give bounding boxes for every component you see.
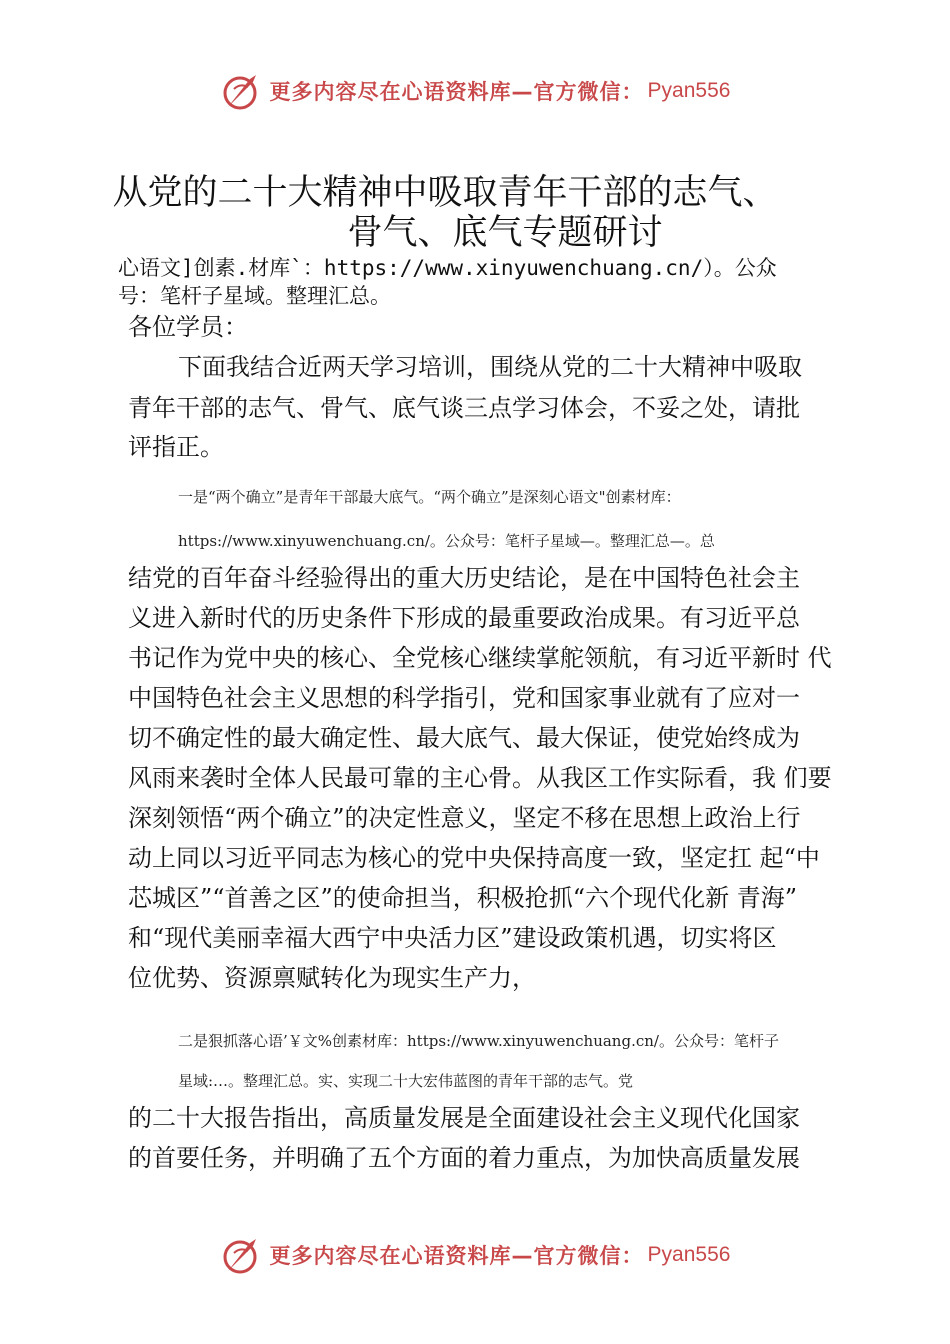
section1-body-line: 切不确定性的最大确定性、最大底气、最大保证，使党始终成为: [128, 724, 800, 752]
section1-body-line: 结党的百年奋斗经验得出的重大历史结论，是在中国特色社会主: [128, 564, 800, 592]
header-banner: [0, 66, 950, 116]
section1-body-line: 义进入新时代的历史条件下形成的最重要政治成果。有习近平总: [128, 604, 800, 632]
banner-wechat-id: Pyan556: [647, 1243, 731, 1266]
source-note-line-1: 心语文]创素.材库`：https://www.xinyuwenchuang.cn/）。公众: [118, 256, 777, 280]
banner-wechat-id: Pyan556: [647, 79, 731, 102]
footer-banner: [0, 1230, 950, 1280]
section1-heading-line: https://www.xinyuwenchuang.cn/。公众号：笔杆子星域—。整理汇总—。总: [178, 532, 715, 550]
source-note-line-2: 号：笔杆子星域。整理汇总。: [118, 284, 391, 308]
section2-body-line: 的首要任务，并明确了五个方面的着力重点，为加快高质量发展: [128, 1144, 800, 1172]
banner-text: 更多内容尽在心语资料库—官方微信：: [269, 80, 644, 104]
intro-line: 青年干部的志气、骨气、底气谈三点学习体会，不妥之处，请批: [128, 394, 800, 422]
section1-body-line: 动上同以习近平同志为核心的党中央保持高度一致，坚定扛 起“中: [128, 844, 820, 872]
section1-body-line: 中国特色社会主义思想的科学指引，党和国家事业就有了应对一: [128, 684, 800, 712]
section1-body-line: 深刻领悟“两个确立”的决定性意义，坚定不移在思想上政治上行: [128, 804, 801, 832]
section1-body-line: 芯城区”“首善之区”的使命担当，积极抢抓“六个现代化新 青海”: [128, 884, 797, 912]
page-title-line-1: 从党的二十大精神中吸取青年干部的志气、: [112, 173, 778, 213]
pen-logo-icon: [220, 1233, 264, 1277]
pen-logo-icon: [220, 69, 264, 113]
page-title-line-2: 骨气、底气专题研讨: [347, 213, 663, 253]
section1-body-line: 位优势、资源禀赋转化为现实生产力，: [128, 964, 536, 992]
section1-body-line: 和“现代美丽幸福大西宁中央活力区”建设政策机遇，切实将区: [128, 924, 777, 952]
section1-body-line: 风雨来袭时全体人民最可靠的主心骨。从我区工作实际看，我 们要: [128, 764, 832, 792]
banner-text: 更多内容尽在心语资料库—官方微信：: [269, 1244, 644, 1268]
section2-body-line: 的二十大报告指出，高质量发展是全面建设社会主义现代化国家: [128, 1104, 800, 1132]
section2-heading-line: 二是狠抓落心语’￥文%创素材库：https://www.xinyuwenchuang.cn/。公众号：笔杆子: [178, 1032, 779, 1050]
salutation: 各位学员：: [128, 313, 248, 341]
intro-line: 下面我结合近两天学习培训，围绕从党的二十大精神中吸取: [178, 353, 802, 381]
intro-line: 评指正。: [128, 433, 224, 461]
section1-heading-line: 一是“两个确立”是青年干部最大底气。“两个确立”是深刻心语文"创素材库：: [178, 488, 681, 506]
section2-heading-line: 星域:…。整理汇总。实、实现二十大宏伟蓝图的青年干部的志气。党: [178, 1072, 634, 1090]
section1-body-line: 书记作为党中央的核心、全党核心继续掌舵领航，有习近平新时 代: [128, 644, 832, 672]
